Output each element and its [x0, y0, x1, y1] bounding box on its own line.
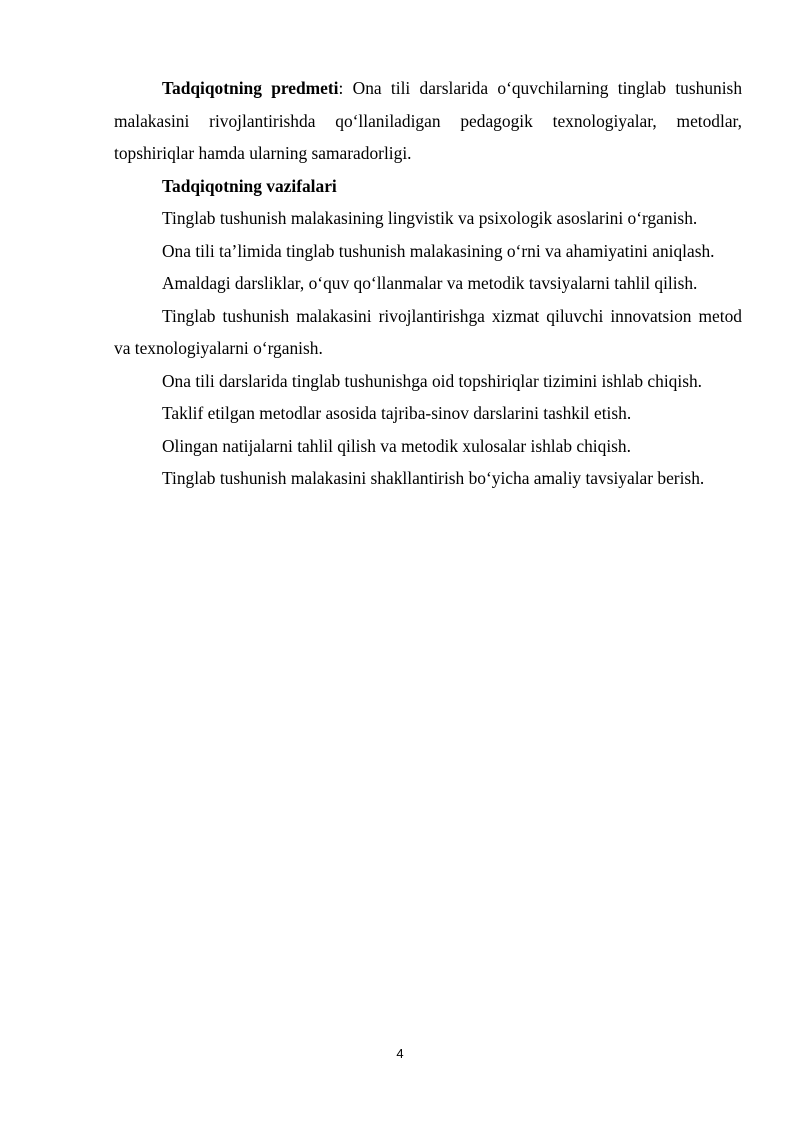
research-task-item: Amaldagi darsliklar, o‘quv qo‘llanmalar va metodik tavsiyalarni tahlil qilish.	[162, 273, 698, 293]
page-number: 4	[396, 1046, 404, 1061]
research-subject-paragraph	[114, 72, 742, 170]
research-tasks-heading: Tadqiqotning vazifalari	[162, 175, 337, 196]
research-subject-text: Ona tili darslarida o‘quvchilarning tinglab tushunish malakasini rivojlantirishda qo‘llaniladigan pedagogik texnologiyalar, metodlar, topshiriqlar hamda ularning samaradorligi.	[114, 78, 743, 163]
research-task-item: Tinglab tushunish malakasini rivojlantirishga xizmat qiluvchi innovatsion metod va texnologiyalarni o‘rganish.	[114, 305, 742, 358]
research-task-item: Ona tili darslarida tinglab tushunishga oid topshiriqlar tizimini ishlab chiqish.	[162, 370, 703, 391]
research-task-item: Tinglab tushunish malakasining lingvistik va psixologik asoslarini o‘rganish.	[162, 208, 698, 228]
research-task-item: Ona tili ta’limida tinglab tushunish malakasining o‘rni va ahamiyatini aniqlash.	[162, 240, 715, 261]
research-task-item: Tinglab tushunish malakasini shakllantirish bo‘yicha amaliy tavsiyalar berish.	[162, 468, 705, 488]
research-task-item: Olingan natijalarni tahlil qilish va metodik xulosalar ishlab chiqish.	[162, 435, 631, 456]
research-task-item: Taklif etilgan metodlar asosida tajriba-sinov darslarini tashkil etish.	[162, 403, 632, 423]
document-body	[114, 72, 742, 495]
research-subject-label: Tadqiqotning predmeti	[162, 78, 339, 98]
research-subject-separator: :	[338, 78, 344, 98]
